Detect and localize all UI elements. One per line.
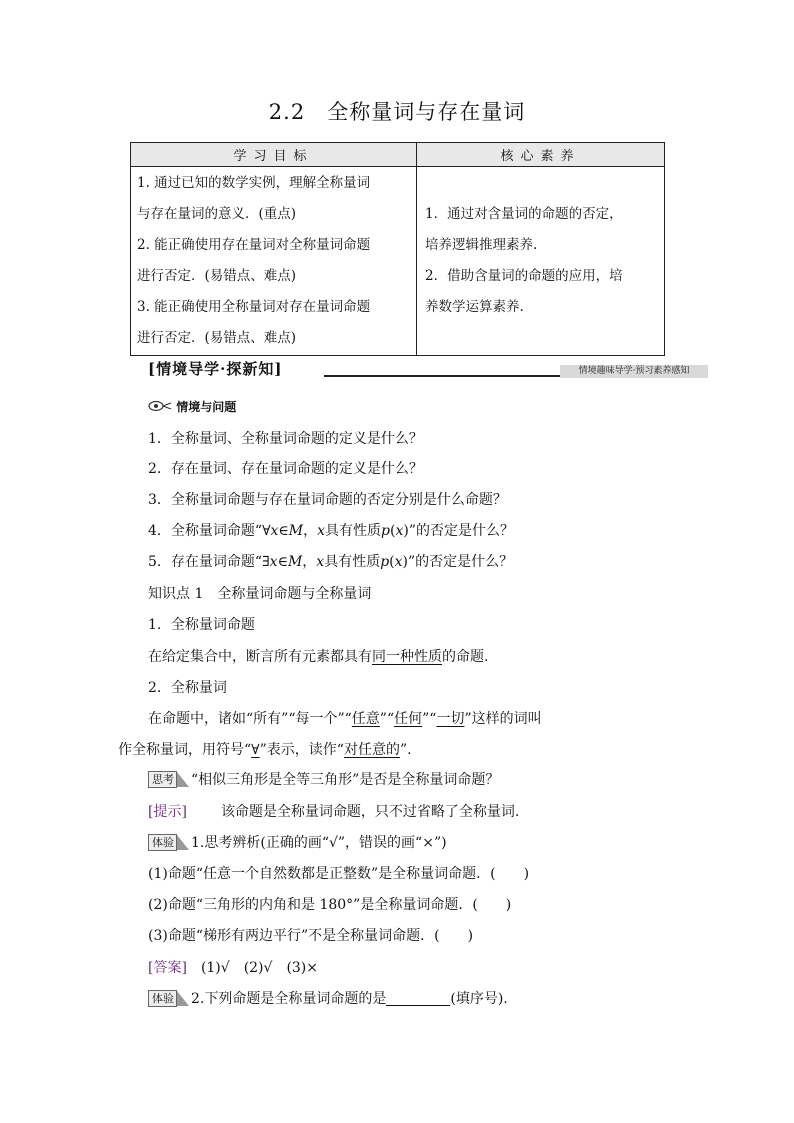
exercise-item: (2)命题“三角形的内角和是 180°”是全称量词命题．( ) [148, 897, 512, 913]
section-number: 2.2 [268, 100, 306, 124]
think-line: 思考 “相似三角形是全等三角形”是否是全称量词命题？ [148, 769, 499, 789]
subsection-heading: 情境与问题 [148, 398, 236, 416]
goal-line: 与存在量词的意义．(重点) [137, 206, 297, 222]
experience-badge: 体验 [148, 834, 177, 851]
section-bar [148, 358, 708, 380]
think-badge: 思考 [148, 771, 177, 788]
experience-2-line: 体验 2.下列命题是全称量词命题的是 (填序号). [148, 988, 508, 1008]
section-title: 全称量词与存在量词 [327, 100, 526, 124]
goal-line: 3. 能正确使用全称量词对存在量词命题 [137, 299, 371, 315]
question-4: 4．全称量词命题“∀x∈M，x具有性质p(x)”的否定是什么？ [148, 523, 515, 539]
goal-line: 1. 通过已知的数学实例，理解全称量词 [137, 175, 371, 191]
goals-header: 学习目标 [131, 143, 417, 167]
literacy-header: 核心素养 [417, 143, 665, 167]
section-heading: [情境导学·探新知] [148, 360, 283, 378]
goal-line: 2. 能正确使用存在量词对全称量词命题 [137, 237, 371, 253]
answer-label: [答案] [148, 960, 187, 976]
goal-line: 进行否定．(易错点、难点) [137, 268, 297, 284]
exercise-item: (3)命题“梯形有两边平行”不是全称量词命题．( ) [148, 928, 474, 944]
tip-label: [提示] [148, 804, 187, 820]
question-5: 5．存在量词命题“∃x∈M，x具有性质p(x)”的否定是什么？ [148, 554, 514, 570]
experience-badge: 体验 [148, 990, 177, 1007]
scenario-icon [148, 400, 172, 412]
page-title [0, 96, 794, 126]
knowledge-point-title: 知识点 1 全称量词命题与全称量词 [148, 586, 372, 602]
knowledge-def-2-line-2: 作全称量词，用符号“∀”表示，读作“对任意的”. [118, 742, 412, 758]
literacy-line: 养数学运算素养. [425, 299, 524, 315]
knowledge-subtitle-2: 2．全称量词 [148, 680, 227, 696]
knowledge-subtitle-1: 1．全称量词命题 [148, 617, 255, 633]
literacy-line: 2．借助含量词的命题的应用，培 [425, 268, 623, 284]
question-3: 3．全称量词命题与存在量词命题的否定分别是什么命题？ [148, 492, 507, 508]
goals-table [130, 142, 665, 356]
question-2: 2．存在量词、存在量词命题的定义是什么？ [148, 461, 423, 477]
answer-blank[interactable] [386, 991, 450, 1006]
answer-line: [答案] (1)√ (2)√ (3)× [148, 960, 319, 976]
knowledge-def-2-line-1: 在命题中，诸如“所有”“每一个”“任意”“任何”“一切”这样的词叫 [148, 711, 542, 727]
goal-line: 进行否定．(易错点、难点) [137, 330, 297, 346]
tip-line: [提示] 该命题是全称量词命题，只不过省略了全称量词. [148, 804, 520, 820]
literacy-cell [417, 167, 665, 356]
literacy-line: 1．通过对含量词的命题的否定， [425, 206, 623, 222]
experience-1-line: 体验 1.思考辨析(正确的画“√”，错误的画“×”) [148, 832, 447, 852]
section-tag: 情境趣味导学·预习素养感知 [560, 365, 708, 378]
knowledge-def-1: 在给定集合中，断言所有元素都具有同一种性质的命题. [148, 649, 489, 665]
literacy-line: 培养逻辑推理素养. [425, 237, 538, 253]
goals-cell [131, 167, 417, 356]
question-1: 1．全称量词、全称量词命题的定义是什么？ [148, 431, 423, 447]
exercise-item: (1)命题“任意一个自然数都是正整数”是全称量词命题．( ) [148, 866, 530, 882]
